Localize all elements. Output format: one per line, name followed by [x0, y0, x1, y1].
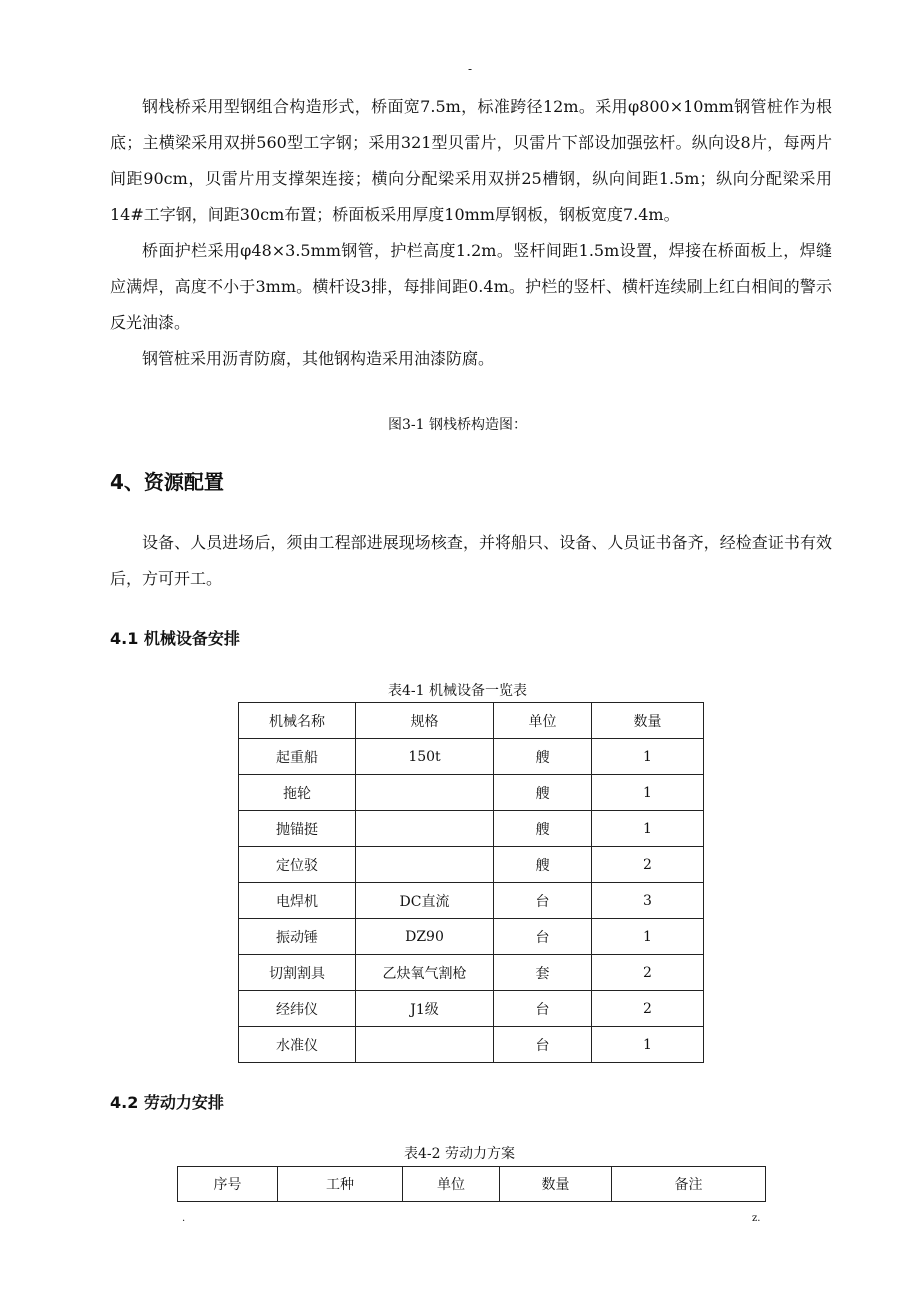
- table-cell: 电焊机: [239, 883, 356, 919]
- table-cell: DC直流: [356, 883, 494, 919]
- table-cell: 振动锤: [239, 919, 356, 955]
- table-cell: 1: [592, 919, 704, 955]
- table-row: [239, 847, 704, 883]
- table-4-2-caption: 表4-2 劳动力方案: [404, 1146, 515, 1162]
- header-cell: 备注: [612, 1167, 766, 1202]
- table-row: [239, 739, 704, 775]
- header-cell: 单位: [494, 703, 592, 739]
- subsection-4-1-title: 4.1 机械设备安排: [110, 629, 240, 648]
- table-cell: 1: [592, 775, 704, 811]
- table-cell: DZ90: [356, 919, 494, 955]
- table-cell: 艘: [494, 775, 592, 811]
- header-cell: 单位: [403, 1167, 500, 1202]
- header-cell: 数量: [592, 703, 704, 739]
- table-4-1-caption: 表4-1 机械设备一览表: [388, 683, 527, 699]
- page-header-mark: -: [468, 62, 473, 76]
- header-cell: 机械名称: [239, 703, 356, 739]
- table-cell: 艘: [494, 847, 592, 883]
- paragraph-trestle-structure: 钢栈桥采用型钢组合构造形式，桥面宽7.5m，标准跨径12m。采用φ800×10mm钢管桩作为根底；主横梁采用双拼560型工字钢；采用321型贝雷片，贝雷片下部设加强弦杆。纵向设8片，每两片间距90cm，贝雷片用支撑架连接；横向分配梁采用双拼25槽钢，纵向间距1.5m；纵向分配梁采用14#工字钢，间距30cm布置；桥面板采用厚度10mm厚钢板，钢板宽度7.4m。: [110, 97, 832, 224]
- table-row: [239, 919, 704, 955]
- table-cell: 套: [494, 955, 592, 991]
- table-cell: [356, 847, 494, 883]
- section4-intro: [110, 525, 832, 597]
- header-cell: 序号: [178, 1167, 278, 1202]
- table-cell: 切割割具: [239, 955, 356, 991]
- labor-table: [177, 1166, 766, 1202]
- header-cell: 数量: [500, 1167, 612, 1202]
- table-header-row: [178, 1167, 766, 1202]
- table-cell: 1: [592, 739, 704, 775]
- table-cell: 台: [494, 883, 592, 919]
- table-cell: 1: [592, 811, 704, 847]
- table-cell: 2: [592, 955, 704, 991]
- equipment-table: [238, 702, 704, 1063]
- table-cell: 乙炔氧气割枪: [356, 955, 494, 991]
- footer-left-mark: .: [182, 1213, 186, 1224]
- subsection-4-2-title: 4.2 劳动力安排: [110, 1093, 224, 1112]
- header-cell: 规格: [356, 703, 494, 739]
- table-cell: 抛锚挺: [239, 811, 356, 847]
- paragraph-guardrail: 桥面护栏采用φ48×3.5mm钢管，护栏高度1.2m。竖杆间距1.5m设置，焊接在桥面板上，焊缝应满焊，高度不小于3mm。横杆设3排，每排间距0.4m。护栏的竖杆、横杆连续刷上红白相间的警示反光油漆。: [110, 241, 832, 332]
- header-cell: 工种: [278, 1167, 403, 1202]
- table-cell: 台: [494, 919, 592, 955]
- table-row: [239, 883, 704, 919]
- footer-right-mark: z.: [752, 1213, 761, 1224]
- table-cell: J1级: [356, 991, 494, 1027]
- table-cell: 艘: [494, 811, 592, 847]
- table-cell: 起重船: [239, 739, 356, 775]
- table-cell: 150t: [356, 739, 494, 775]
- table-cell: 经纬仪: [239, 991, 356, 1027]
- table-row: [239, 811, 704, 847]
- intro-paragraph: 设备、人员进场后，须由工程部进展现场核查，并将船只、设备、人员证书备齐，经检查证书有效后，方可开工。: [110, 533, 832, 588]
- table-cell: 3: [592, 883, 704, 919]
- section3-body: [110, 89, 832, 377]
- table-row: [239, 991, 704, 1027]
- table-cell: 台: [494, 991, 592, 1027]
- table-cell: 艘: [494, 739, 592, 775]
- table-row: [239, 1027, 704, 1063]
- table-cell: 拖轮: [239, 775, 356, 811]
- table-cell: 台: [494, 1027, 592, 1063]
- table-cell: 2: [592, 847, 704, 883]
- table-header-row: [239, 703, 704, 739]
- section4-title: 4、资源配置: [110, 470, 224, 494]
- table-cell: 定位驳: [239, 847, 356, 883]
- table-cell: 2: [592, 991, 704, 1027]
- paragraph-anticorrosion: 钢管桩采用沥青防腐，其他钢构造采用油漆防腐。: [142, 349, 495, 368]
- figure-caption: 图3-1 钢栈桥构造图：: [388, 417, 527, 433]
- table-row: [239, 955, 704, 991]
- table-cell: [356, 1027, 494, 1063]
- table-cell: [356, 775, 494, 811]
- table-cell: [356, 811, 494, 847]
- table-cell: 1: [592, 1027, 704, 1063]
- table-row: [239, 775, 704, 811]
- table-cell: 水准仪: [239, 1027, 356, 1063]
